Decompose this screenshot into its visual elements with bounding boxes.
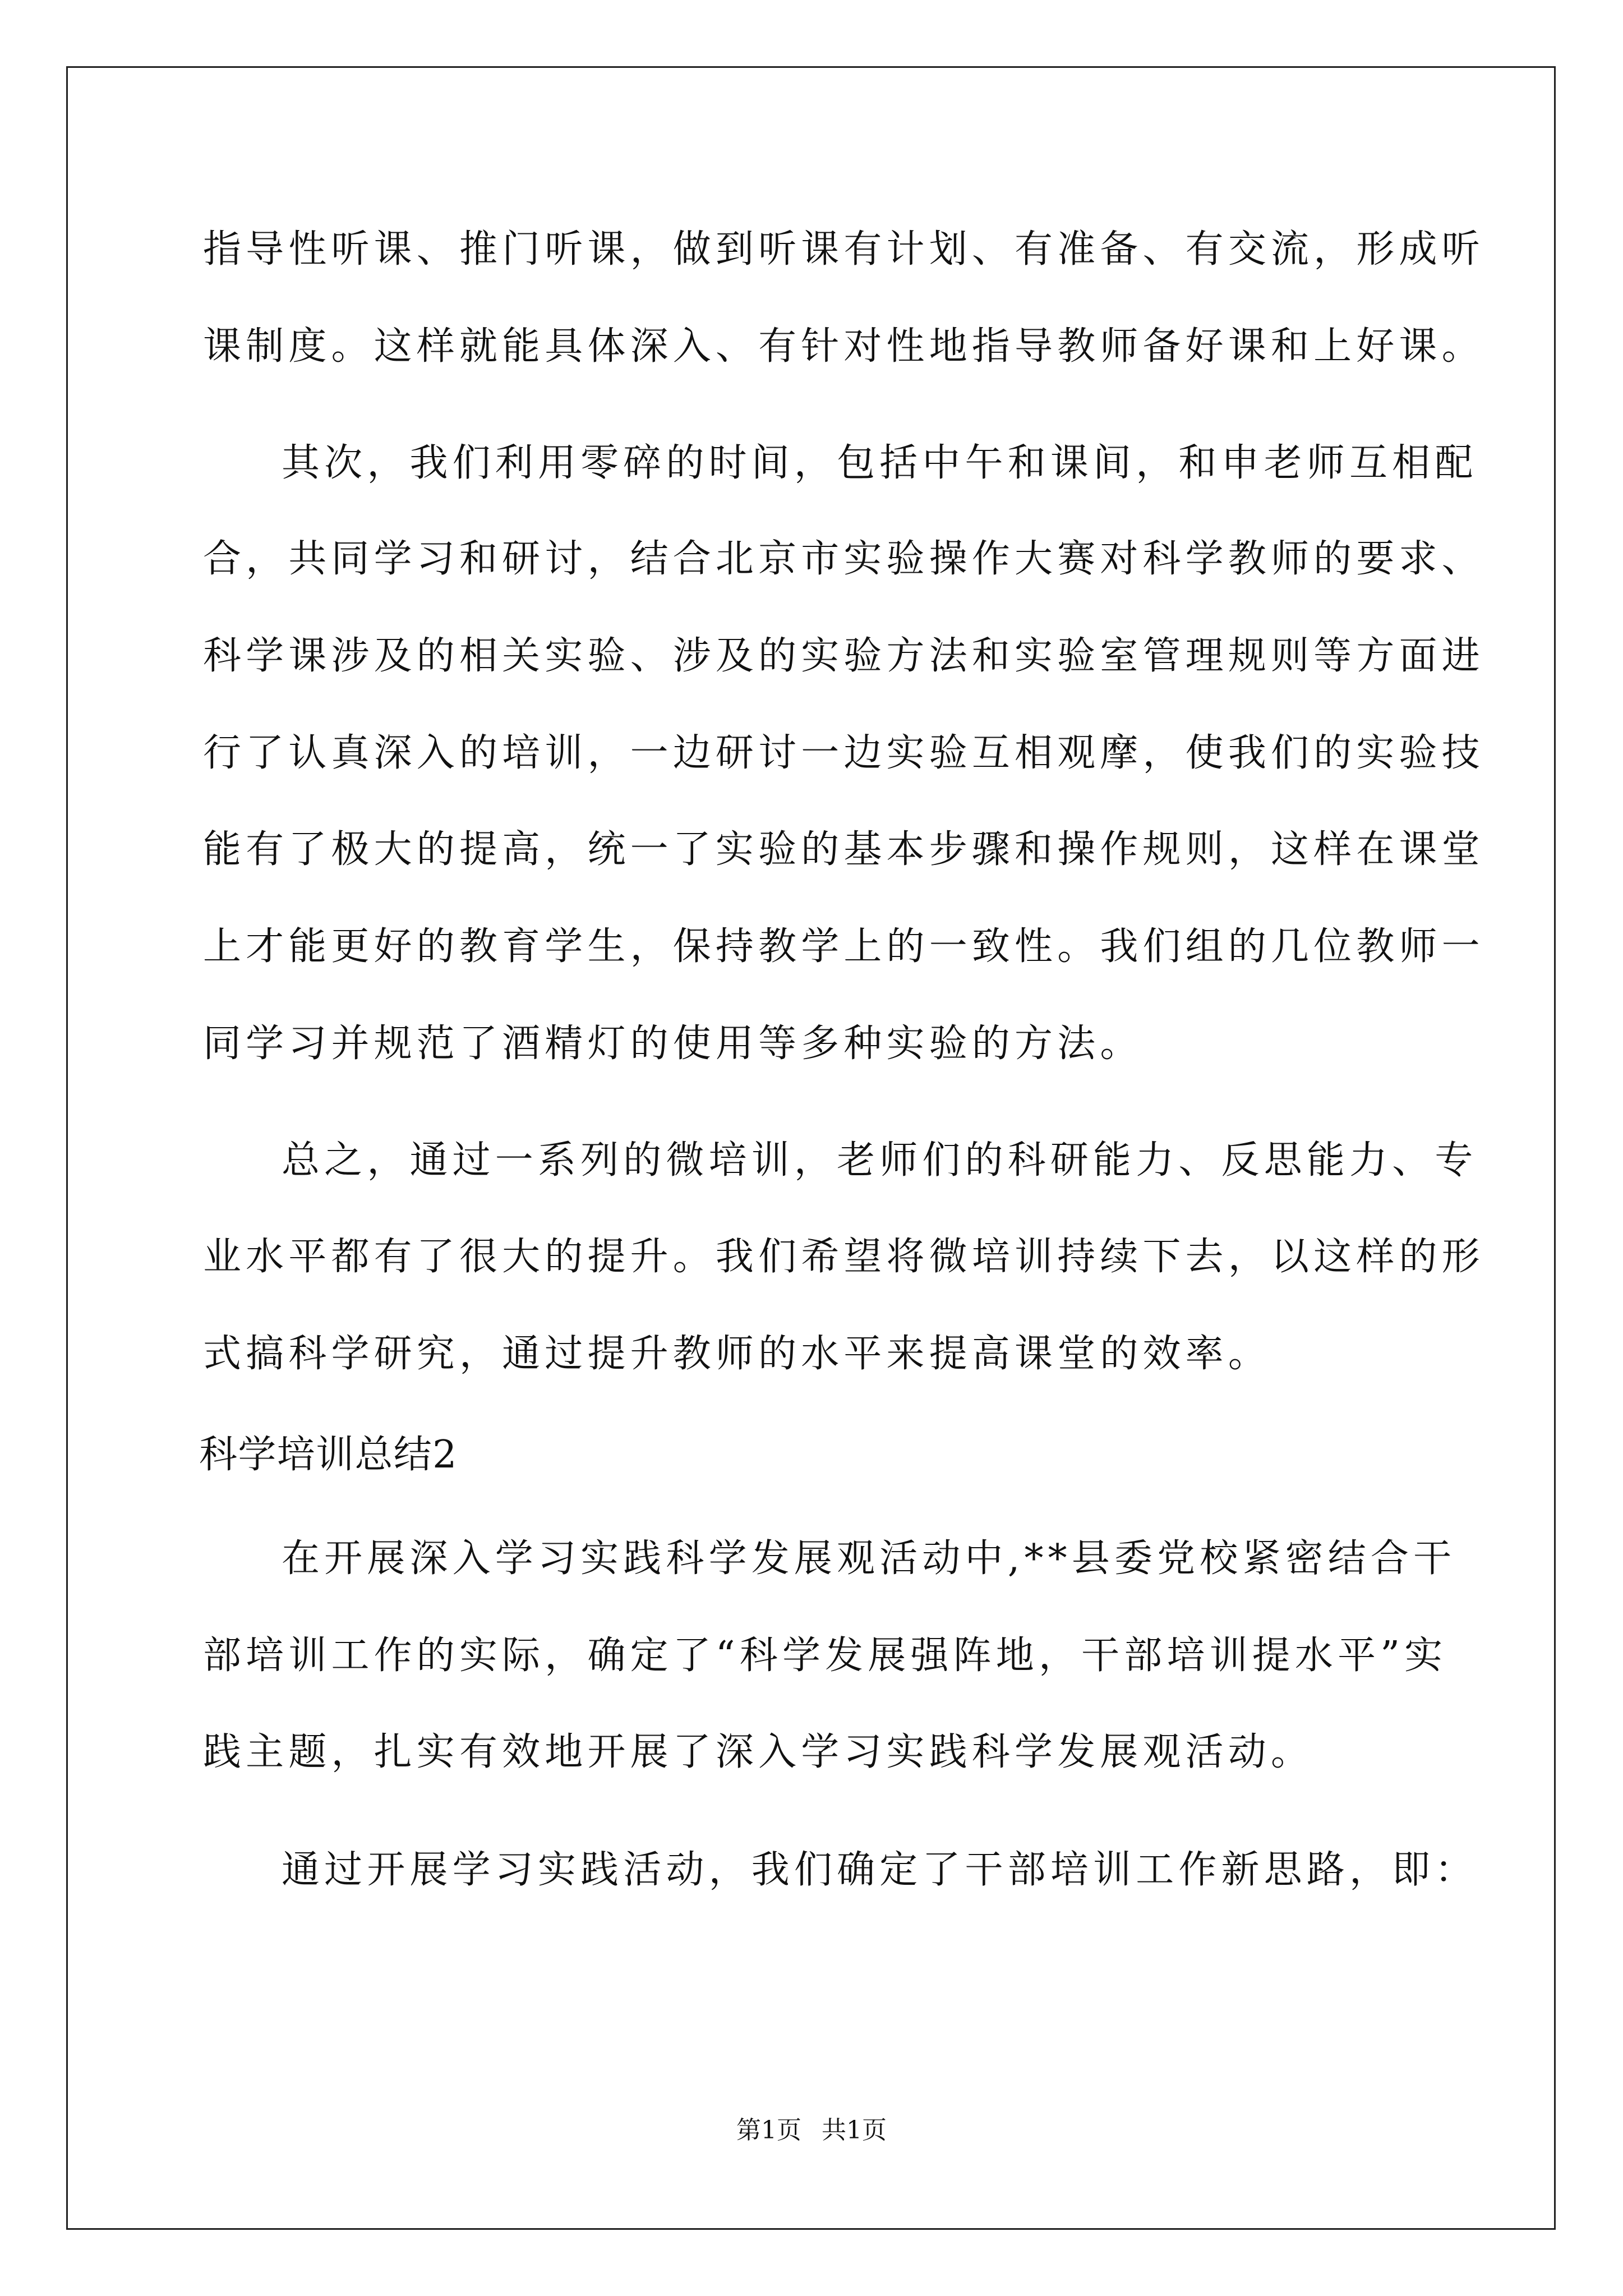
paragraph-4-line-2: 部培训工作的实际，确定了“科学发展强阵地，干部培训提水平”实 [203, 1634, 1447, 1678]
paragraph-3-line-3: 式搞科学研究，通过提升教师的水平来提高课堂的效率。 [203, 1332, 1271, 1376]
page-number-current: 第1页 [736, 2116, 801, 2145]
page-footer [0, 2114, 1623, 2147]
paragraph-2-line-6: 上才能更好的教育学生，保持教学上的一致性。我们组的几位教师一 [203, 924, 1484, 969]
paragraph-2-line-1: 其次，我们利用零碎的时间，包括中午和课间，和申老师互相配 [282, 441, 1478, 485]
paragraph-3-line-2: 业水平都有了很大的提升。我们希望将微培训持续下去，以这样的形 [203, 1235, 1484, 1279]
paragraph-2-line-7: 同学习并规范了酒精灯的使用等多种实验的方法。 [203, 1022, 1143, 1066]
paragraph-2-line-2: 合，共同学习和研讨，结合北京市实验操作大赛对科学教师的要求、 [203, 537, 1484, 581]
paragraph-1-line-2: 课制度。这样就能具体深入、有针对性地指导教师备好课和上好课。 [203, 324, 1484, 369]
paragraph-5-line-1: 通过开展学习实践活动，我们确定了干部培训工作新思路，即： [282, 1848, 1478, 1892]
section-heading: 科学培训总结2 [199, 1433, 458, 1477]
paragraph-2-line-5: 能有了极大的提高，统一了实验的基本步骤和操作规则，这样在课堂 [203, 827, 1484, 872]
paragraph-4-line-3: 践主题，扎实有效地开展了深入学习实践科学发展观活动。 [203, 1730, 1314, 1774]
paragraph-4-line-1: 在开展深入学习实践科学发展观活动中,**县委党校紧密结合干 [282, 1536, 1456, 1581]
paragraph-2-line-3: 科学课涉及的相关实验、涉及的实验方法和实验室管理规则等方面进 [203, 634, 1484, 678]
paragraph-1-line-1: 指导性听课、推门听课，做到听课有计划、有准备、有交流，形成听 [203, 227, 1484, 272]
paragraph-2-line-4: 行了认真深入的培训，一边研讨一边实验互相观摩，使我们的实验技 [203, 731, 1484, 775]
paragraph-3-line-1: 总之，通过一系列的微培训，老师们的科研能力、反思能力、专 [282, 1138, 1478, 1182]
page-number-total: 共1页 [822, 2116, 887, 2145]
